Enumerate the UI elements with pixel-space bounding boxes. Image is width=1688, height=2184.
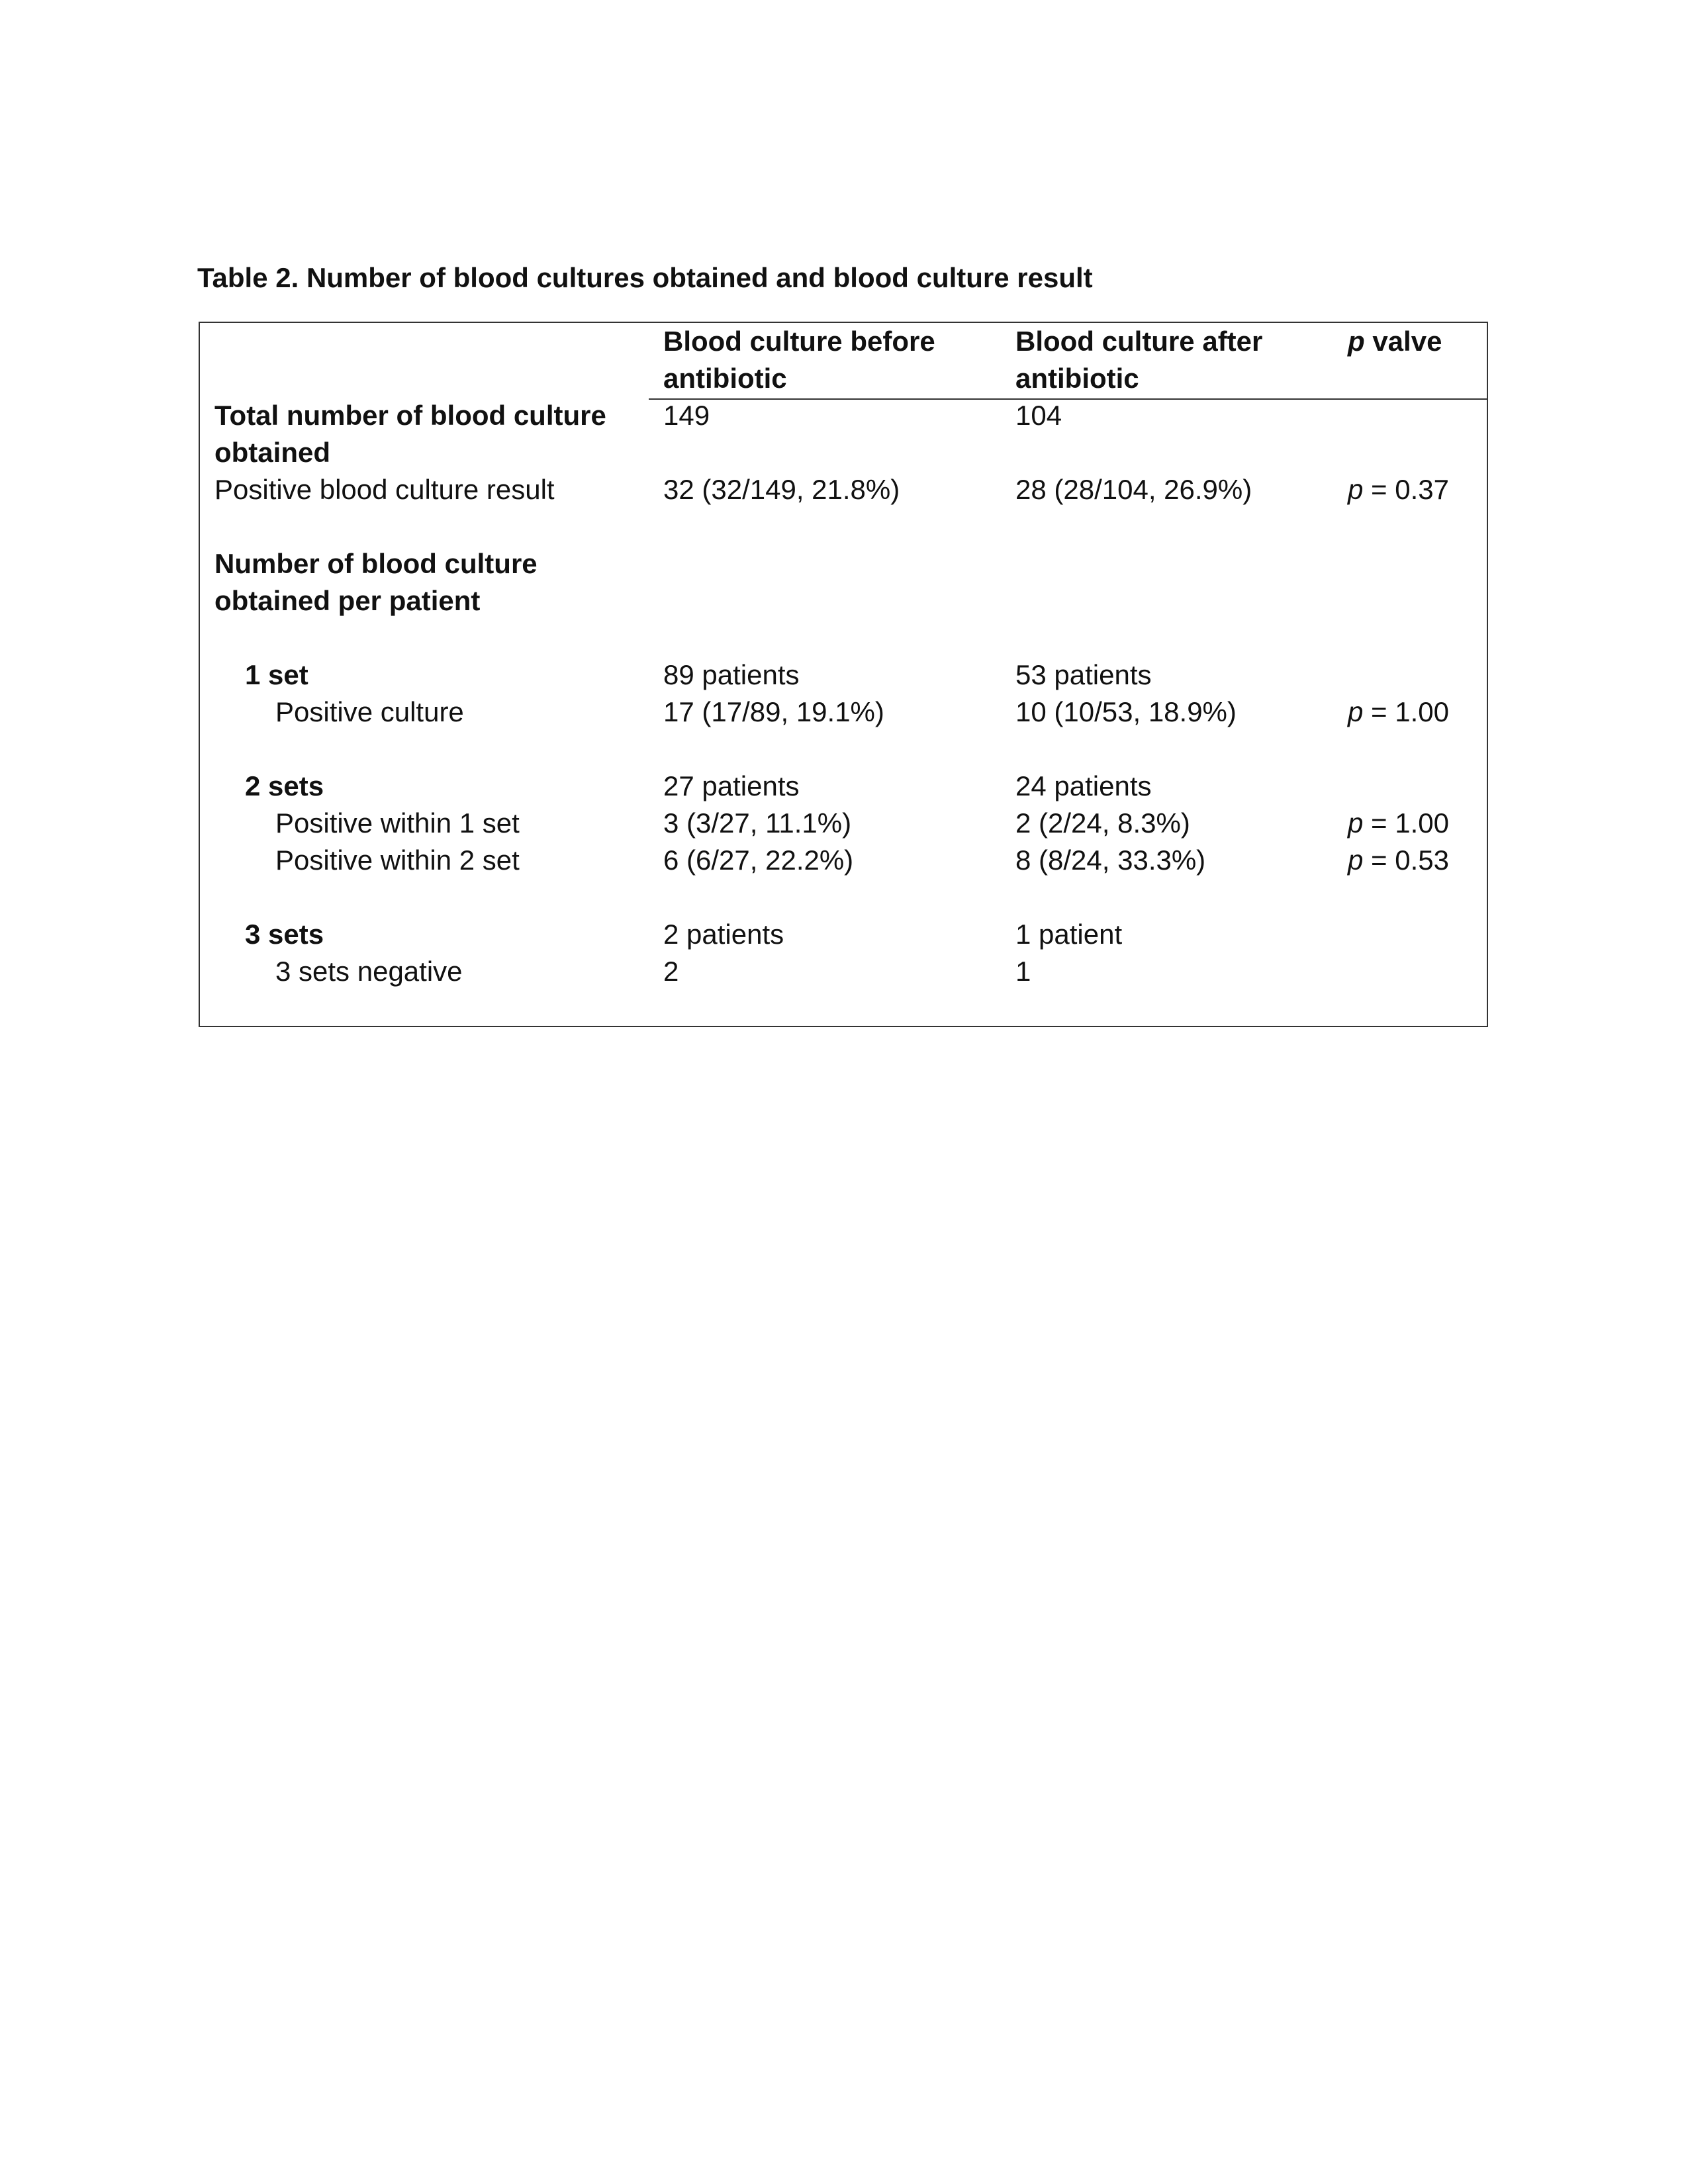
row-set2-pos1-label: Positive within 1 set (275, 807, 520, 839)
p-symbol: p (1348, 696, 1364, 727)
row-set3-after: 1 patient (1015, 919, 1123, 950)
row-set2-pos1-before: 3 (3/27, 11.1%) (663, 807, 852, 839)
row-set1-pos-p (1348, 694, 1449, 731)
section-per-patient-line2: obtained per patient (214, 585, 481, 616)
p-value: = 0.37 (1363, 474, 1449, 505)
row-total-before: 149 (663, 400, 710, 431)
row-set3-before: 2 patients (663, 919, 784, 950)
row-set1-before: 89 patients (663, 659, 800, 690)
header-p-text: valve (1364, 326, 1442, 357)
row-set3-label: 3 sets (245, 919, 324, 950)
header-before-line2: antibiotic (663, 363, 787, 394)
row-total-label-line2: obtained (214, 437, 330, 468)
header-rule (649, 398, 1487, 400)
p-symbol: p (1348, 474, 1364, 505)
row-positive-after: 28 (28/104, 26.9%) (1015, 474, 1252, 505)
row-positive-before: 32 (32/149, 21.8%) (663, 474, 900, 505)
row-total-label-line1: Total number of blood culture (214, 400, 606, 431)
row-positive-p (1348, 471, 1449, 508)
row-set1-label: 1 set (245, 659, 308, 690)
p-symbol: p (1348, 844, 1364, 876)
p-value: = 1.00 (1363, 807, 1449, 839)
row-set2-pos2-p (1348, 842, 1449, 879)
row-positive-label: Positive blood culture result (214, 474, 555, 505)
p-value: = 0.53 (1363, 844, 1449, 876)
header-after-line2: antibiotic (1015, 363, 1139, 394)
header-p-value (1348, 323, 1442, 360)
row-set2-pos2-after: 8 (8/24, 33.3%) (1015, 844, 1206, 876)
row-total-after: 104 (1015, 400, 1062, 431)
row-set2-pos1-after: 2 (2/24, 8.3%) (1015, 807, 1190, 839)
row-set1-pos-after: 10 (10/53, 18.9%) (1015, 696, 1237, 727)
row-set2-pos2-label: Positive within 2 set (275, 844, 520, 876)
row-set1-after: 53 patients (1015, 659, 1152, 690)
header-after-line1: Blood culture after (1015, 326, 1263, 357)
row-set2-label: 2 sets (245, 770, 324, 801)
p-symbol: p (1348, 807, 1364, 839)
p-value: = 1.00 (1363, 696, 1449, 727)
row-set1-pos-label: Positive culture (275, 696, 464, 727)
header-before-line1: Blood culture before (663, 326, 935, 357)
table-title: Table 2. Number of blood cultures obtained and blood culture result (197, 262, 1093, 293)
section-per-patient-line1: Number of blood culture (214, 548, 538, 579)
header-p-symbol: p (1348, 326, 1365, 357)
row-set3-neg-after: 1 (1015, 956, 1031, 987)
row-set3-neg-before: 2 (663, 956, 679, 987)
results-table (199, 322, 1488, 1027)
row-set2-pos2-before: 6 (6/27, 22.2%) (663, 844, 854, 876)
row-set1-pos-before: 17 (17/89, 19.1%) (663, 696, 884, 727)
row-set2-after: 24 patients (1015, 770, 1152, 801)
row-set3-neg-label: 3 sets negative (275, 956, 463, 987)
row-set2-before: 27 patients (663, 770, 800, 801)
row-set2-pos1-p (1348, 805, 1449, 842)
